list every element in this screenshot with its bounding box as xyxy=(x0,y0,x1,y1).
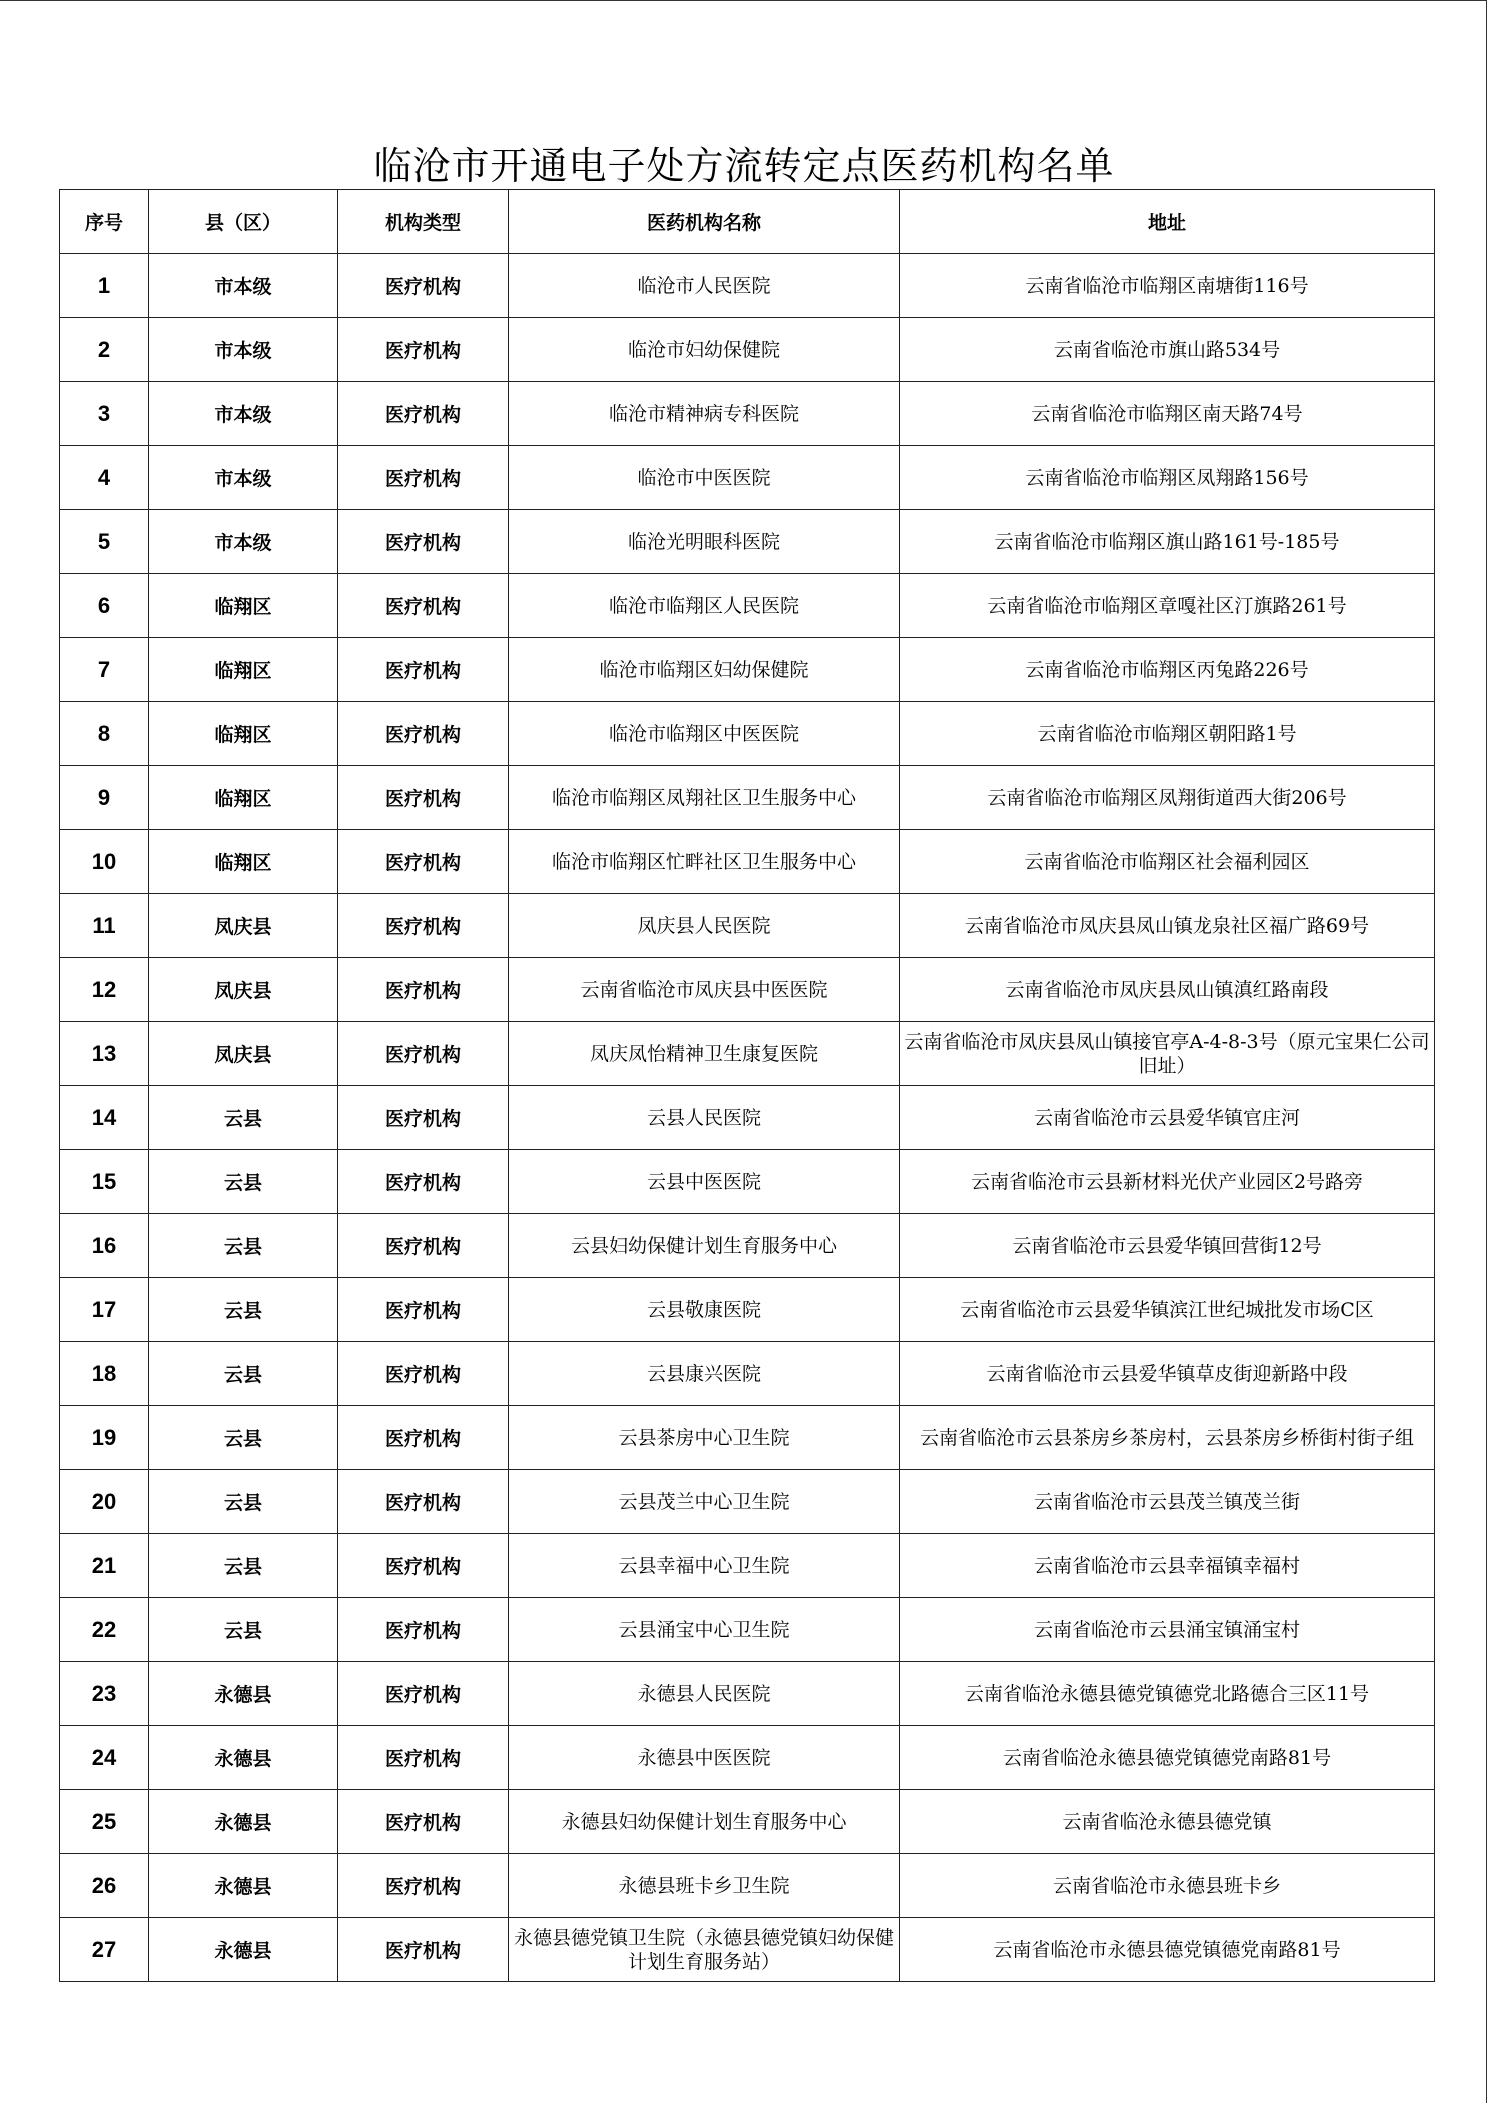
institution-name-cell: 临沧市精神病专科医院 xyxy=(509,382,900,446)
institution-type-cell: 医疗机构 xyxy=(338,1342,509,1406)
table-row xyxy=(60,446,1435,510)
address-cell: 云南省临沧市云县茂兰镇茂兰街 xyxy=(900,1470,1435,1534)
table-row xyxy=(60,1342,1435,1406)
table-row xyxy=(60,1854,1435,1918)
address-cell: 云南省临沧市临翔区社会福利园区 xyxy=(900,830,1435,894)
serial-number-cell: 7 xyxy=(60,638,149,702)
serial-number-cell: 27 xyxy=(60,1918,149,1982)
institution-name-cell: 临沧市临翔区妇幼保健院 xyxy=(509,638,900,702)
address-cell: 云南省临沧市凤庆县凤山镇龙泉社区福广路69号 xyxy=(900,894,1435,958)
table-row xyxy=(60,1662,1435,1726)
address-cell: 云南省临沧市云县幸福镇幸福村 xyxy=(900,1534,1435,1598)
document-title: 临沧市开通电子处方流转定点医药机构名单 xyxy=(373,144,1115,189)
institution-type-cell: 医疗机构 xyxy=(338,1022,509,1086)
address-cell: 云南省临沧市临翔区凤翔街道西大街206号 xyxy=(900,766,1435,830)
institution-name-cell: 临沧光明眼科医院 xyxy=(509,510,900,574)
county-cell: 凤庆县 xyxy=(149,1022,338,1086)
table-row xyxy=(60,1918,1435,1982)
table-row xyxy=(60,958,1435,1022)
table-row xyxy=(60,574,1435,638)
institution-name-cell: 云县幸福中心卫生院 xyxy=(509,1534,900,1598)
table-row xyxy=(60,894,1435,958)
table-row xyxy=(60,382,1435,446)
serial-number-cell: 21 xyxy=(60,1534,149,1598)
institution-name-cell: 永德县中医医院 xyxy=(509,1726,900,1790)
county-cell: 云县 xyxy=(149,1470,338,1534)
address-cell: 云南省临沧永德县德党镇 xyxy=(900,1790,1435,1854)
institution-type-cell: 医疗机构 xyxy=(338,510,509,574)
county-cell: 市本级 xyxy=(149,510,338,574)
institution-type-cell: 医疗机构 xyxy=(338,318,509,382)
institution-type-cell: 医疗机构 xyxy=(338,1854,509,1918)
county-cell: 永德县 xyxy=(149,1854,338,1918)
table-row xyxy=(60,1470,1435,1534)
institution-type-cell: 医疗机构 xyxy=(338,574,509,638)
table-row xyxy=(60,1598,1435,1662)
institution-name-cell: 凤庆县人民医院 xyxy=(509,894,900,958)
county-cell: 凤庆县 xyxy=(149,958,338,1022)
county-cell: 市本级 xyxy=(149,254,338,318)
table-row xyxy=(60,1214,1435,1278)
table-row xyxy=(60,1150,1435,1214)
institution-type-cell: 医疗机构 xyxy=(338,1790,509,1854)
address-cell: 云南省临沧市旗山路534号 xyxy=(900,318,1435,382)
institution-type-cell: 医疗机构 xyxy=(338,1406,509,1470)
serial-number-cell: 20 xyxy=(60,1470,149,1534)
table-row xyxy=(60,1278,1435,1342)
table-row xyxy=(60,1406,1435,1470)
county-cell: 临翔区 xyxy=(149,702,338,766)
address-cell: 云南省临沧市凤庆县凤山镇接官亭A-4-8-3号（原元宝果仁公司旧址） xyxy=(900,1022,1435,1086)
institution-type-cell: 医疗机构 xyxy=(338,446,509,510)
institution-name-cell: 云县妇幼保健计划生育服务中心 xyxy=(509,1214,900,1278)
county-cell: 永德县 xyxy=(149,1662,338,1726)
address-cell: 云南省临沧市临翔区南塘街116号 xyxy=(900,254,1435,318)
county-cell: 云县 xyxy=(149,1598,338,1662)
county-cell: 云县 xyxy=(149,1278,338,1342)
address-cell: 云南省临沧市临翔区丙兔路226号 xyxy=(900,638,1435,702)
institution-table xyxy=(59,189,1435,1982)
serial-number-cell: 2 xyxy=(60,318,149,382)
institution-name-cell: 云县茶房中心卫生院 xyxy=(509,1406,900,1470)
county-cell: 临翔区 xyxy=(149,830,338,894)
serial-number-cell: 3 xyxy=(60,382,149,446)
institution-type-cell: 医疗机构 xyxy=(338,702,509,766)
institution-name-cell: 云县人民医院 xyxy=(509,1086,900,1150)
table-header-row xyxy=(60,190,1435,254)
header-address: 地址 xyxy=(900,190,1435,254)
serial-number-cell: 24 xyxy=(60,1726,149,1790)
table-row xyxy=(60,1534,1435,1598)
county-cell: 临翔区 xyxy=(149,638,338,702)
county-cell: 临翔区 xyxy=(149,766,338,830)
address-cell: 云南省临沧市云县新材料光伏产业园区2号路旁 xyxy=(900,1150,1435,1214)
serial-number-cell: 9 xyxy=(60,766,149,830)
institution-name-cell: 凤庆凤怡精神卫生康复医院 xyxy=(509,1022,900,1086)
institution-type-cell: 医疗机构 xyxy=(338,1598,509,1662)
county-cell: 云县 xyxy=(149,1534,338,1598)
address-cell: 云南省临沧市云县爱华镇草皮街迎新路中段 xyxy=(900,1342,1435,1406)
header-county: 县（区） xyxy=(149,190,338,254)
address-cell: 云南省临沧市云县爱华镇滨江世纪城批发市场C区 xyxy=(900,1278,1435,1342)
header-serial-number: 序号 xyxy=(60,190,149,254)
institution-type-cell: 医疗机构 xyxy=(338,830,509,894)
address-cell: 云南省临沧市临翔区旗山路161号-185号 xyxy=(900,510,1435,574)
institution-name-cell: 云县涌宝中心卫生院 xyxy=(509,1598,900,1662)
institution-type-cell: 医疗机构 xyxy=(338,894,509,958)
institution-name-cell: 永德县班卡乡卫生院 xyxy=(509,1854,900,1918)
serial-number-cell: 17 xyxy=(60,1278,149,1342)
table-row xyxy=(60,1086,1435,1150)
header-institution-name: 医药机构名称 xyxy=(509,190,900,254)
county-cell: 市本级 xyxy=(149,318,338,382)
county-cell: 市本级 xyxy=(149,446,338,510)
institution-name-cell: 永德县德党镇卫生院（永德县德党镇妇幼保健计划生育服务站） xyxy=(509,1918,900,1982)
serial-number-cell: 14 xyxy=(60,1086,149,1150)
address-cell: 云南省临沧市云县茶房乡茶房村，云县茶房乡桥街村街子组 xyxy=(900,1406,1435,1470)
institution-type-cell: 医疗机构 xyxy=(338,1534,509,1598)
address-cell: 云南省临沧市云县爱华镇官庄河 xyxy=(900,1086,1435,1150)
institution-name-cell: 临沧市中医医院 xyxy=(509,446,900,510)
table-row xyxy=(60,510,1435,574)
institution-name-cell: 临沧市临翔区中医医院 xyxy=(509,702,900,766)
county-cell: 云县 xyxy=(149,1150,338,1214)
serial-number-cell: 5 xyxy=(60,510,149,574)
address-cell: 云南省临沧市临翔区朝阳路1号 xyxy=(900,702,1435,766)
institution-name-cell: 临沧市临翔区凤翔社区卫生服务中心 xyxy=(509,766,900,830)
table-row xyxy=(60,1790,1435,1854)
institution-name-cell: 永德县妇幼保健计划生育服务中心 xyxy=(509,1790,900,1854)
institution-name-cell: 云县敬康医院 xyxy=(509,1278,900,1342)
serial-number-cell: 23 xyxy=(60,1662,149,1726)
institution-type-cell: 医疗机构 xyxy=(338,1726,509,1790)
serial-number-cell: 8 xyxy=(60,702,149,766)
institution-name-cell: 临沧市妇幼保健院 xyxy=(509,318,900,382)
serial-number-cell: 22 xyxy=(60,1598,149,1662)
institution-name-cell: 临沧市人民医院 xyxy=(509,254,900,318)
institution-type-cell: 医疗机构 xyxy=(338,1470,509,1534)
serial-number-cell: 4 xyxy=(60,446,149,510)
table-row xyxy=(60,254,1435,318)
county-cell: 永德县 xyxy=(149,1790,338,1854)
serial-number-cell: 26 xyxy=(60,1854,149,1918)
serial-number-cell: 13 xyxy=(60,1022,149,1086)
institution-name-cell: 云南省临沧市凤庆县中医医院 xyxy=(509,958,900,1022)
institution-name-cell: 永德县人民医院 xyxy=(509,1662,900,1726)
serial-number-cell: 16 xyxy=(60,1214,149,1278)
table-row xyxy=(60,318,1435,382)
serial-number-cell: 12 xyxy=(60,958,149,1022)
institution-type-cell: 医疗机构 xyxy=(338,766,509,830)
institution-type-cell: 医疗机构 xyxy=(338,638,509,702)
institution-name-cell: 云县康兴医院 xyxy=(509,1342,900,1406)
institution-type-cell: 医疗机构 xyxy=(338,1214,509,1278)
serial-number-cell: 11 xyxy=(60,894,149,958)
county-cell: 云县 xyxy=(149,1342,338,1406)
table-row xyxy=(60,766,1435,830)
table-row xyxy=(60,702,1435,766)
county-cell: 云县 xyxy=(149,1406,338,1470)
address-cell: 云南省临沧市永德县德党镇德党南路81号 xyxy=(900,1918,1435,1982)
address-cell: 云南省临沧市云县涌宝镇涌宝村 xyxy=(900,1598,1435,1662)
institution-name-cell: 云县茂兰中心卫生院 xyxy=(509,1470,900,1534)
institution-type-cell: 医疗机构 xyxy=(338,382,509,446)
institution-type-cell: 医疗机构 xyxy=(338,1662,509,1726)
county-cell: 永德县 xyxy=(149,1918,338,1982)
institution-type-cell: 医疗机构 xyxy=(338,1918,509,1982)
county-cell: 云县 xyxy=(149,1086,338,1150)
institution-type-cell: 医疗机构 xyxy=(338,958,509,1022)
address-cell: 云南省临沧市凤庆县凤山镇滇红路南段 xyxy=(900,958,1435,1022)
county-cell: 市本级 xyxy=(149,382,338,446)
table-row xyxy=(60,830,1435,894)
address-cell: 云南省临沧市云县爱华镇回营街12号 xyxy=(900,1214,1435,1278)
serial-number-cell: 25 xyxy=(60,1790,149,1854)
serial-number-cell: 18 xyxy=(60,1342,149,1406)
table-body xyxy=(60,254,1435,1982)
address-cell: 云南省临沧市临翔区凤翔路156号 xyxy=(900,446,1435,510)
county-cell: 永德县 xyxy=(149,1726,338,1790)
table-row xyxy=(60,1022,1435,1086)
institution-type-cell: 医疗机构 xyxy=(338,1150,509,1214)
table-row xyxy=(60,638,1435,702)
institution-type-cell: 医疗机构 xyxy=(338,1086,509,1150)
address-cell: 云南省临沧市临翔区章嘎社区汀旗路261号 xyxy=(900,574,1435,638)
county-cell: 凤庆县 xyxy=(149,894,338,958)
serial-number-cell: 15 xyxy=(60,1150,149,1214)
serial-number-cell: 10 xyxy=(60,830,149,894)
serial-number-cell: 1 xyxy=(60,254,149,318)
address-cell: 云南省临沧市永德县班卡乡 xyxy=(900,1854,1435,1918)
institution-type-cell: 医疗机构 xyxy=(338,1278,509,1342)
county-cell: 云县 xyxy=(149,1214,338,1278)
address-cell: 云南省临沧永德县德党镇德党南路81号 xyxy=(900,1726,1435,1790)
header-institution-type: 机构类型 xyxy=(338,190,509,254)
institution-name-cell: 临沧市临翔区人民医院 xyxy=(509,574,900,638)
address-cell: 云南省临沧永德县德党镇德党北路德合三区11号 xyxy=(900,1662,1435,1726)
serial-number-cell: 19 xyxy=(60,1406,149,1470)
address-cell: 云南省临沧市临翔区南天路74号 xyxy=(900,382,1435,446)
institution-type-cell: 医疗机构 xyxy=(338,254,509,318)
institution-name-cell: 临沧市临翔区忙畔社区卫生服务中心 xyxy=(509,830,900,894)
table-row xyxy=(60,1726,1435,1790)
serial-number-cell: 6 xyxy=(60,574,149,638)
institution-name-cell: 云县中医医院 xyxy=(509,1150,900,1214)
county-cell: 临翔区 xyxy=(149,574,338,638)
